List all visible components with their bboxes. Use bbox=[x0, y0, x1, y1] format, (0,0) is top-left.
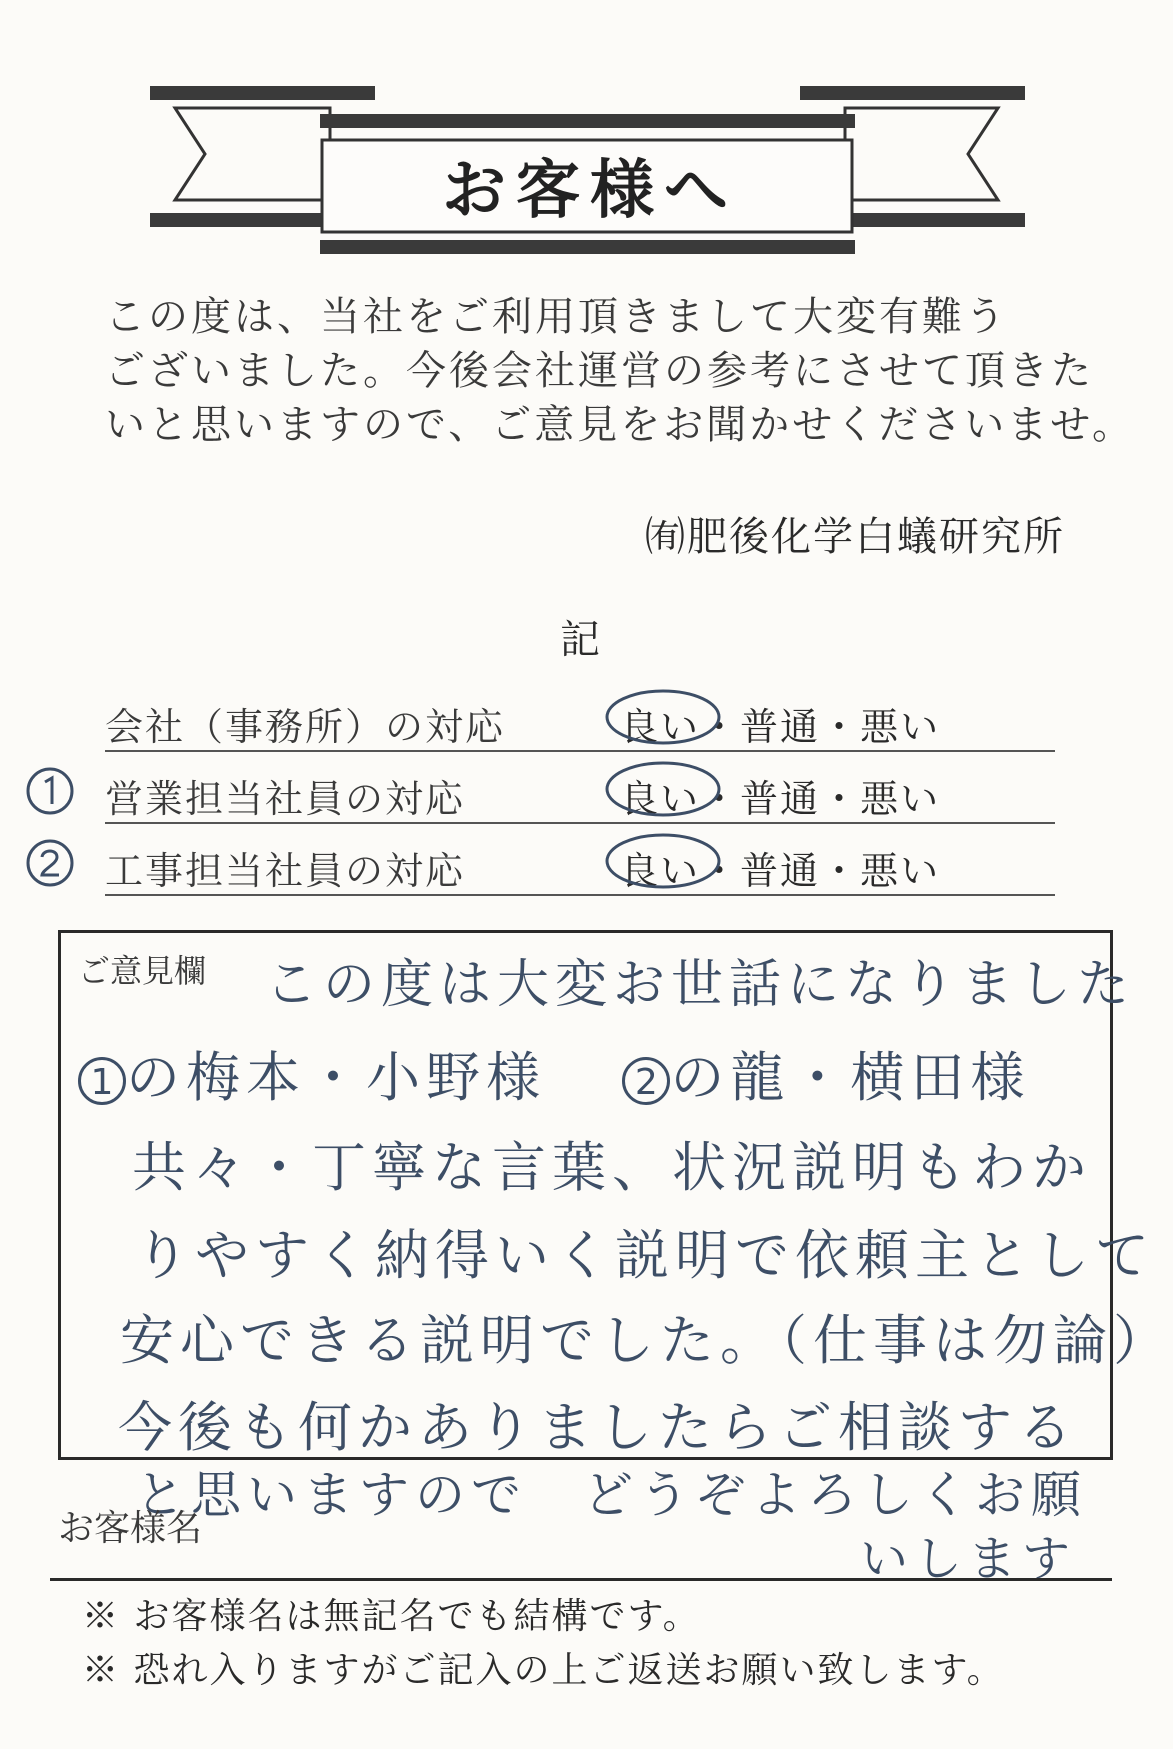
note-line: ※ お客様名は無記名でも結構です。 bbox=[82, 1596, 701, 1637]
rating-options bbox=[620, 696, 940, 751]
option-good[interactable]: 良い bbox=[620, 705, 701, 749]
option-good[interactable]: 良い bbox=[620, 777, 701, 821]
rating-label: 会社（事務所）の対応 bbox=[105, 705, 506, 749]
circled-number-1-mark bbox=[23, 764, 77, 818]
circled-number-1: 1 bbox=[78, 1057, 126, 1105]
comment-line: いします bbox=[860, 1531, 1077, 1587]
intro-line: いと思いますので、ご意見をお聞かせくださいませ。 bbox=[105, 402, 1135, 448]
comment-line: と思いますので どうぞよろしくお願 bbox=[135, 1466, 1087, 1524]
banner-title: お客様へ bbox=[442, 154, 738, 228]
option-normal[interactable]: 普通 bbox=[740, 849, 821, 893]
comment-line-2 bbox=[78, 1035, 1030, 1112]
circled-number-2: 2 bbox=[622, 1057, 670, 1105]
option-good[interactable]: 良い bbox=[620, 849, 701, 893]
rating-row-sales bbox=[105, 752, 1055, 824]
option-bad[interactable]: 悪い bbox=[860, 777, 941, 821]
comment-line: 共々・丁寧な言葉、状況説明もわか bbox=[132, 1136, 1092, 1199]
circled-number-2-mark bbox=[23, 836, 77, 890]
rating-row-construction bbox=[105, 824, 1055, 896]
rating-options bbox=[620, 768, 940, 823]
comment-label: ご意見欄 bbox=[78, 952, 207, 990]
separator: ・ bbox=[700, 849, 741, 893]
notes bbox=[82, 1590, 1005, 1698]
rating-label: 工事担当社員の対応 bbox=[105, 849, 466, 893]
comment-line: 今後も何かありましたらご相談する bbox=[118, 1396, 1078, 1459]
comment-line: この度は大変お世話になりました bbox=[265, 955, 1136, 1015]
comment-text: の梅本・小野様 bbox=[126, 1046, 546, 1109]
customer-name-label: お客様名 bbox=[58, 1508, 203, 1549]
title-banner bbox=[0, 0, 1173, 270]
customer-name-line[interactable] bbox=[50, 1578, 1112, 1581]
company-name: ㈲肥後化学白蟻研究所 bbox=[645, 514, 1065, 560]
separator: ・ bbox=[820, 777, 861, 821]
rating-options bbox=[620, 840, 940, 895]
comment-text: の龍・横田様 bbox=[670, 1046, 1031, 1109]
intro-line: ございました。今後会社運営の参考にさせて頂きた bbox=[105, 348, 1094, 394]
intro-text bbox=[105, 290, 1135, 452]
separator: ・ bbox=[820, 705, 861, 749]
option-bad[interactable]: 悪い bbox=[860, 849, 941, 893]
rating-label: 営業担当社員の対応 bbox=[105, 777, 466, 821]
comment-line: 安心できる説明でした。（仕事は勿論） bbox=[120, 1309, 1173, 1372]
option-normal[interactable]: 普通 bbox=[740, 777, 821, 821]
rating-row-company bbox=[105, 680, 1055, 752]
ki-heading: 記 bbox=[560, 617, 600, 663]
separator: ・ bbox=[700, 777, 741, 821]
note-line: ※ 恐れ入りますがご記入の上ご返送お願い致します。 bbox=[82, 1650, 1005, 1691]
comment-line: りやすく納得いく説明で依頼主として bbox=[135, 1224, 1155, 1287]
option-bad[interactable]: 悪い bbox=[860, 705, 941, 749]
option-normal[interactable]: 普通 bbox=[740, 705, 821, 749]
separator: ・ bbox=[700, 705, 741, 749]
separator: ・ bbox=[820, 849, 861, 893]
intro-line: この度は、当社をご利用頂きまして大変有難う bbox=[105, 294, 1008, 340]
